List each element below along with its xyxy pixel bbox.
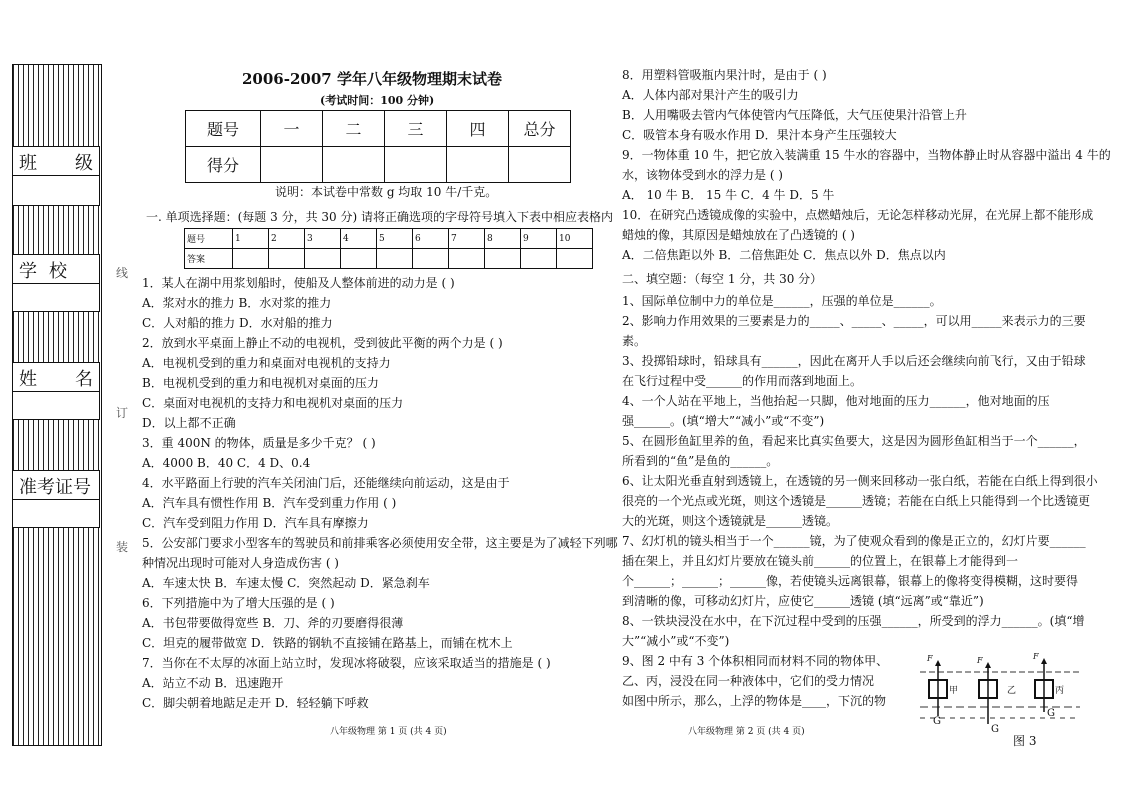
object-yi-label: 乙 (1007, 686, 1017, 696)
score-header-cell: 三 (385, 111, 447, 147)
question-line: 插在架上，并且幻灯片要放在镜头前______的位置上，在银幕上才能得到一 (622, 554, 1019, 568)
question-line: A． 10 牛 B． 15 牛 C．4 牛 D．5 牛 (622, 188, 835, 202)
question-line: C．桌面对电视机的支持力和电视机对桌面的压力 (142, 396, 404, 410)
side-mark-line: 线 (116, 266, 129, 280)
exam-duration: (考试时间：100 分钟) (320, 94, 435, 107)
score-header-cell: 一 (261, 111, 323, 147)
gravity-label-2: G (991, 724, 999, 735)
question-line: B．电视机受到的重力和电视机对桌面的压力 (142, 376, 379, 390)
answer-header-cell: 3 (305, 229, 341, 249)
question-line: A．车速太快 B．车速太慢 C．突然起动 D．紧急刹车 (142, 576, 430, 590)
question-line: 如图中所示，那么，上浮的物体是____，下沉的物 (622, 694, 887, 708)
score-input-cell[interactable] (385, 147, 447, 183)
name-field (12, 362, 100, 420)
school-field (12, 254, 100, 312)
answer-header-cell: 4 (341, 229, 377, 249)
answer-header-cell: 7 (449, 229, 485, 249)
question-line: 4、一个人站在平地上，当他抬起一只脚，他对地面的压力______，他对地面的压 (622, 394, 1050, 408)
answer-row-label: 答案 (185, 249, 233, 269)
class-label-a: 班 (19, 153, 37, 174)
question-line: 2、影响力作用效果的三要素是力的_____、_____、_____，可以用_____来表示力的三要 (622, 314, 1086, 328)
object-bing-label: 丙 (1055, 686, 1065, 696)
answer-input-cell[interactable] (521, 249, 557, 269)
school-input[interactable] (13, 283, 99, 310)
answer-header-cell: 2 (269, 229, 305, 249)
answer-table (184, 228, 593, 269)
page-footer-left: 八年级物理 第 1 页 (共 4 页) (330, 727, 447, 737)
question-line: 3．重 400N 的物体，质量是多少千克？ ( ) (142, 436, 376, 450)
answer-input-cell[interactable] (341, 249, 377, 269)
question-line: 3、投掷铅球时，铅球具有______，因此在离开人手以后还会继续向前飞行，又由于铅球 (622, 354, 1086, 368)
question-line: A．浆对水的推力 B．水对浆的推力 (142, 296, 332, 310)
question-line: 水，该物体受到水的浮力是 ( ) (622, 168, 783, 182)
question-line: A．站立不动 B．迅速跑开 (142, 676, 284, 690)
right-question-column (622, 66, 1111, 716)
section2-heading: 二、填空题：（每空 1 分，共 30 分） (622, 272, 823, 286)
question-line: D．以上都不正确 (142, 416, 236, 430)
question-line: 5、在圆形鱼缸里养的鱼，看起来比真实鱼要大，这是因为圆形鱼缸相当于一个______， (622, 434, 1086, 448)
question-line: 2．放到水平桌面上静止不动的电视机，受到彼此平衡的两个力是 ( ) (142, 336, 503, 350)
question-line: 8、一铁块浸没在水中，在下沉过程中受到的压强______，所受到的浮力______。(填“增 (622, 614, 1085, 628)
question-line: 乙、丙，浸没在同一种液体中，它们的受力情况 (622, 674, 875, 688)
question-line: 个______；______；______像，若使镜头远离银幕，银幕上的像将变得模糊，这时要得 (622, 574, 1079, 588)
question-line: C．汽车受到阻力作用 D．汽车具有摩擦力 (142, 516, 369, 530)
side-mark-pack: 装 (116, 540, 129, 554)
gravity-label-3: G (1047, 708, 1055, 719)
question-line: 强______。(填“增大”“减小”或“不变”) (622, 414, 825, 428)
exam-id-field (12, 470, 100, 528)
question-line: 种情况出现时可能对人身造成伤害 ( ) (142, 556, 339, 570)
name-label-b: 名 (75, 369, 93, 390)
answer-input-cell[interactable] (413, 249, 449, 269)
figure-3 (915, 652, 1085, 747)
answer-input-cell[interactable] (449, 249, 485, 269)
class-field (12, 146, 100, 206)
answer-header-cell: 9 (521, 229, 557, 249)
school-label-a: 学 (19, 261, 37, 282)
answer-input-cell[interactable] (377, 249, 413, 269)
force-label-3: F (1033, 652, 1039, 661)
question-line: B．人用嘴吸去管内气体使管内气压降低，大气压使果汁沿管上升 (622, 108, 967, 122)
school-label-b: 校 (49, 261, 67, 282)
page-title: 2006-2007 学年八年级物理期末试卷 (242, 70, 502, 88)
score-table (185, 110, 571, 183)
answer-input-cell[interactable] (485, 249, 521, 269)
name-input[interactable] (13, 391, 99, 418)
force-label-1: F (927, 654, 933, 663)
buoyancy-diagram (915, 652, 1085, 747)
question-line: 1、国际单位制中力的单位是______，压强的单位是______。 (622, 294, 942, 308)
answer-input-cell[interactable] (233, 249, 269, 269)
question-line: A．汽车具有惯性作用 B．汽车受到重力作用 ( ) (142, 496, 397, 510)
question-line: 6．下列措施中为了增大压强的是 ( ) (142, 596, 335, 610)
question-line: 5．公安部门要求小型客车的驾驶员和前排乘客必须使用安全带，这主要是为了减轻下列哪 (142, 536, 618, 550)
question-line: 6、让太阳光垂直射到透镜上，在透镜的另一侧来回移动一张白纸，若能在白纸上得到很小 (622, 474, 1098, 488)
question-line: 大”“减小”或“不变”) (622, 634, 730, 648)
answer-input-cell[interactable] (557, 249, 593, 269)
question-line: 很亮的一个光点或光斑，则这个透镜是______透镜；若能在白纸上只能得到一个比透镜更 (622, 494, 1091, 508)
question-line: C．坦克的履带做宽 D．铁路的钢轨不直接铺在路基上，而铺在枕木上 (142, 636, 513, 650)
question-line: A．人体内部对果汁产生的吸引力 (622, 88, 799, 102)
gravity-label-1: G (933, 716, 941, 727)
page-footer-right: 八年级物理 第 2 页 (共 4 页) (688, 727, 805, 737)
answer-header-cell: 5 (377, 229, 413, 249)
answer-header-cell: 1 (233, 229, 269, 249)
question-line: 8．用塑料管吸瓶内果汁时，是由于 ( ) (622, 68, 827, 82)
question-line: A．书包带要做得宽些 B．刀、斧的刃要磨得很薄 (142, 616, 404, 630)
exam-id-label: 准考证号 (19, 477, 91, 498)
class-label-b: 级 (75, 153, 93, 174)
question-line: 4．水平路面上行驶的汽车关闭油门后，还能继续向前运动，这是由于 (142, 476, 510, 490)
side-mark-bind: 订 (116, 406, 129, 420)
question-line: 蜡烛的像，其原因是蜡烛放在了凸透镜的 ( ) (622, 228, 855, 242)
score-input-cell[interactable] (261, 147, 323, 183)
answer-header-cell: 6 (413, 229, 449, 249)
figure-caption: 图 3 (1013, 734, 1037, 748)
question-line: A．电视机受到的重力和桌面对电视机的支持力 (142, 356, 391, 370)
question-line: C．人对船的推力 D．水对船的推力 (142, 316, 333, 330)
object-jia-label: 甲 (949, 686, 959, 696)
score-header-cell: 四 (447, 111, 509, 147)
question-line: 7．当你在不太厚的冰面上站立时，发现冰将破裂，应该采取适当的措施是 ( ) (142, 656, 551, 670)
score-input-cell[interactable] (323, 147, 385, 183)
question-line: 所看到的“鱼”是鱼的______。 (622, 454, 779, 468)
score-row-label: 得分 (186, 147, 261, 183)
section1-heading: 一. 单项选择题：(每题 3 分，共 30 分) 请将正确选项的字母符号填入下表中相应表格内 (146, 210, 613, 224)
score-header-cell: 题号 (186, 111, 261, 147)
score-input-cell[interactable] (447, 147, 509, 183)
answer-header-cell: 10 (557, 229, 593, 249)
question-line: 在飞行过程中受______的作用而落到地面上。 (622, 374, 863, 388)
question-line: 7、幻灯机的镜头相当于一个______镜，为了使观众看到的像是正立的，幻灯片要______ (622, 534, 1086, 548)
left-question-column (142, 274, 618, 714)
answer-header-cell: 题号 (185, 229, 233, 249)
score-input-cell[interactable] (509, 147, 571, 183)
question-line: 1．某人在湖中用浆划船时，使船及人整体前进的动力是 ( ) (142, 276, 455, 290)
question-line: 到清晰的像，可移动幻灯片，应使它______透镜 (填“远离”或“靠近”) (622, 594, 984, 608)
name-label-a: 姓 (19, 369, 37, 390)
exam-id-input[interactable] (13, 499, 99, 526)
question-line: 素。 (622, 334, 647, 348)
answer-header-cell: 8 (485, 229, 521, 249)
question-line: A．4000 B．40 C．4 D、0.4 (142, 456, 311, 470)
answer-input-cell[interactable] (305, 249, 341, 269)
question-line: 9、图 2 中有 3 个体积相同而材料不同的物体甲、 (622, 654, 889, 668)
class-input[interactable] (13, 175, 99, 204)
score-header-cell: 总分 (509, 111, 571, 147)
question-line: 大的光斑，则这个透镜就是______透镜。 (622, 514, 839, 528)
question-line: 9．一物体重 10 牛，把它放入装满重 15 牛水的容器中，当物体静止时从容器中溢出 4 牛的 (622, 148, 1111, 162)
question-line: 10．在研究凸透镜成像的实验中，点燃蜡烛后，无论怎样移动光屏，在光屏上都不能形成 (622, 208, 1094, 222)
question-line: A．二倍焦距以外 B．二倍焦距处 C．焦点以外 D．焦点以内 (622, 248, 946, 262)
answer-input-cell[interactable] (269, 249, 305, 269)
score-header-cell: 二 (323, 111, 385, 147)
question-line: C．吸管本身有吸水作用 D．果汁本身产生压强较大 (622, 128, 897, 142)
exam-note: 说明：本试卷中常数 g 均取 10 牛/千克。 (275, 185, 498, 199)
question-line: C．脚尖朝着地踮足走开 D．轻轻躺下呼救 (142, 696, 369, 710)
force-label-2: F (977, 656, 983, 665)
